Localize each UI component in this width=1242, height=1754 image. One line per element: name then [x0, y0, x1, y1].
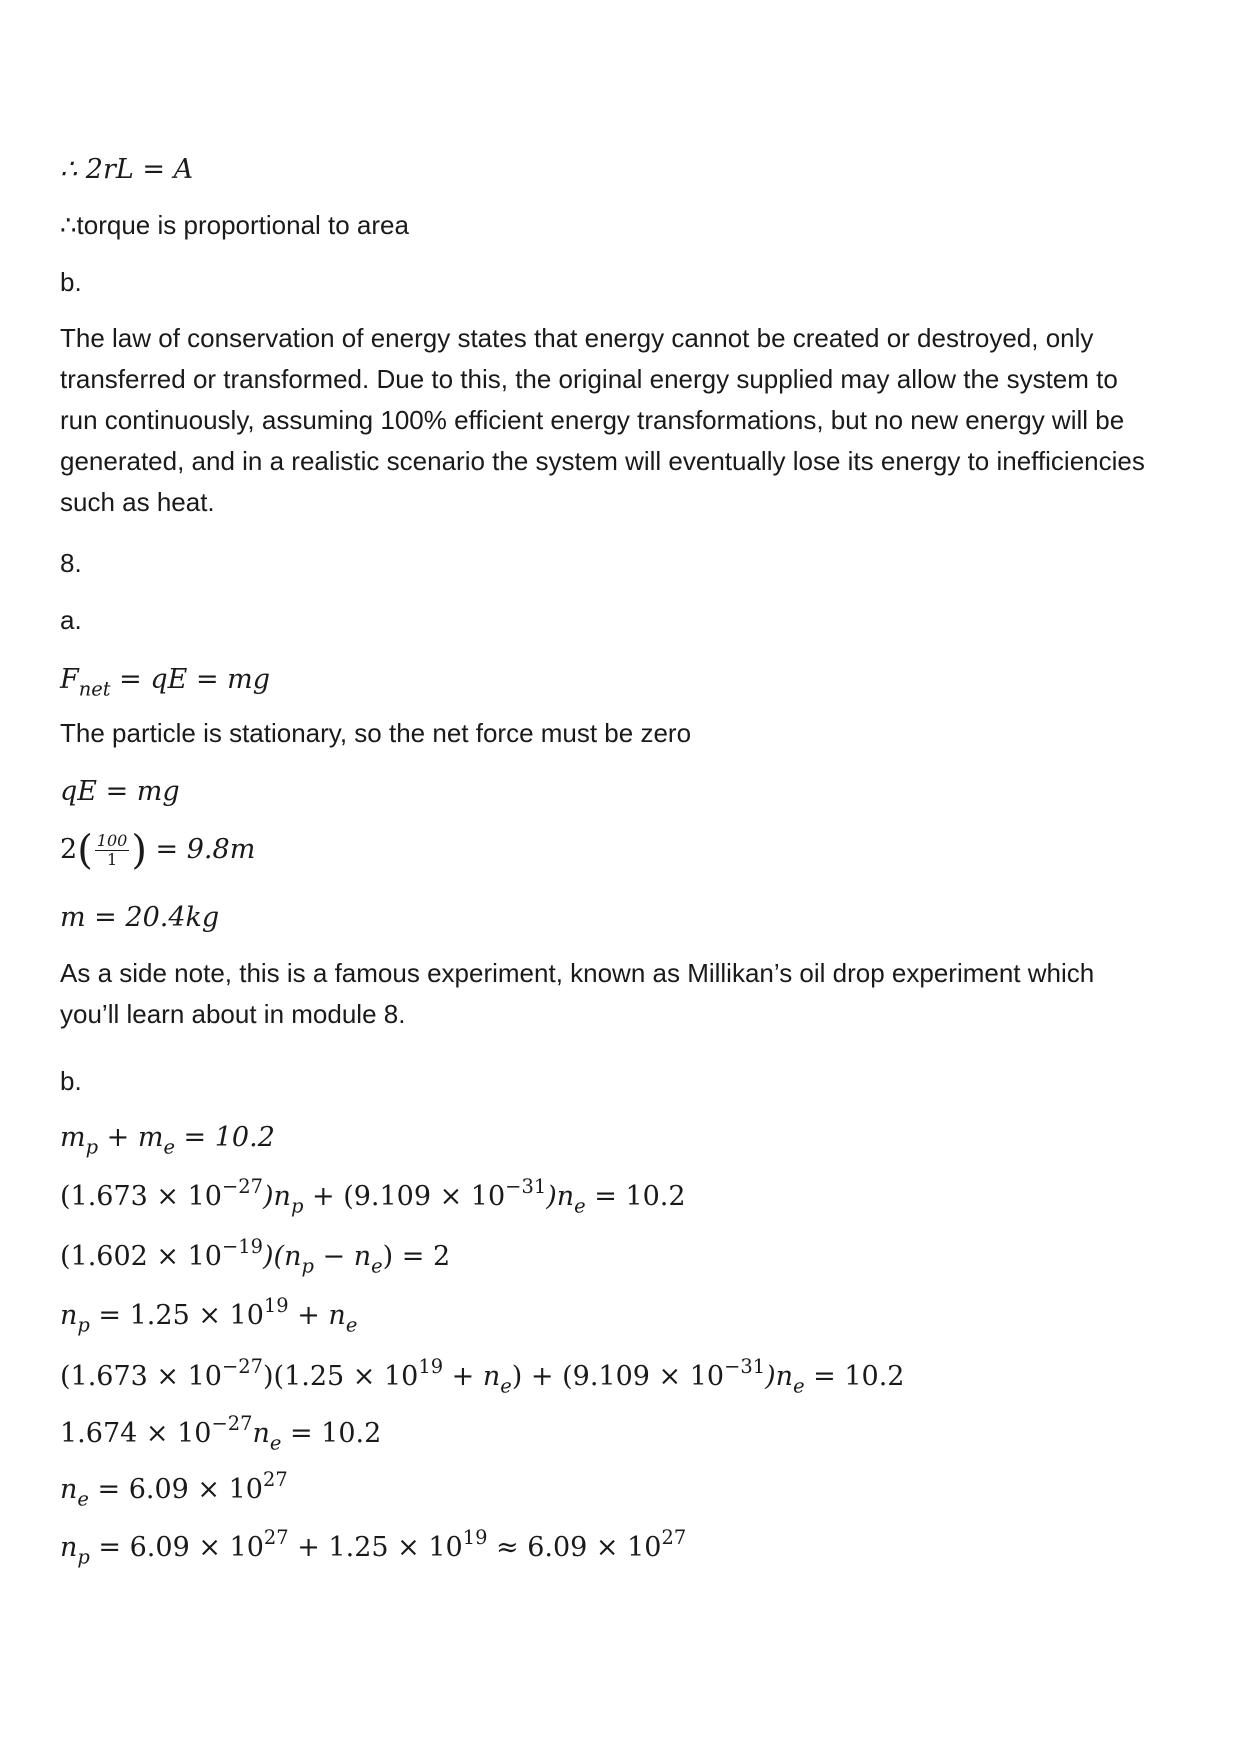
eq5-sup-b: 19	[418, 1354, 444, 1378]
eq1-part-c: = 10.2	[174, 1122, 275, 1153]
torque-conclusion: ∴torque is proportional to area	[60, 210, 409, 240]
eq3-part-d: ) = 2	[382, 1241, 451, 1272]
equation-np	[60, 1293, 358, 1337]
eq3-part-b: )(n	[263, 1241, 302, 1272]
eq5-part-f: = 10.2	[804, 1361, 905, 1392]
part-b-label-2: b.	[60, 1066, 82, 1096]
stationary-statement: The particle is stationary, so the net force must be zero	[60, 718, 692, 748]
eq8-sup-b: 27	[263, 1525, 289, 1549]
eq2-sub-b: p	[290, 1194, 304, 1218]
equation-fraction	[60, 827, 256, 874]
conservation-paragraph: The law of conservation of energy states that energy cannot be created or destroyed, only transferred or transformed. Due to this, the original energy supplied may allow the system to run continuously, assuming 100% efficient energy transformations, but no new energy will be generated, and in a realistic scenario the system will eventually lose its energy to inefficiencies such as heat.	[60, 323, 1145, 517]
eq2-sub-d: e	[574, 1194, 586, 1218]
eq4-sup-b: 19	[263, 1293, 289, 1317]
equation-ne-result	[60, 1467, 288, 1511]
fnet-subscript: net	[78, 677, 111, 701]
eq2-part-a: (1.673 × 10	[60, 1181, 222, 1212]
eq5-sub-c: e	[500, 1374, 512, 1398]
equation-substituted	[60, 1354, 905, 1398]
eq1-part-b: + m	[98, 1122, 164, 1153]
eq2-sup-a: −27	[221, 1174, 264, 1198]
part-b-label: b.	[60, 267, 82, 297]
eq3-sub-b: p	[301, 1254, 314, 1278]
eq6-part-c: = 10.2	[281, 1418, 382, 1449]
eq5-part-e: )n	[765, 1361, 794, 1392]
eq5-part-c: + n	[443, 1361, 501, 1392]
eq3-sub-c: e	[371, 1254, 383, 1278]
eq6-part-a: 1.674 × 10	[60, 1418, 212, 1449]
eq8-part-c: + 1.25 × 10	[288, 1532, 463, 1563]
eq1-part-a: m	[60, 1122, 86, 1153]
fraction	[95, 832, 130, 869]
equation-ne-coefficient	[60, 1411, 382, 1455]
eq8-part-a: n	[60, 1532, 78, 1563]
equation-qe-mg: qE = mg	[60, 776, 180, 807]
eq1-sub-a: p	[85, 1135, 99, 1159]
eq7-part-a: n	[60, 1474, 78, 1505]
equation-area-relation: ∴ 2rL = A	[60, 154, 194, 185]
eq8-part-d: ≈ 6.09 × 10	[487, 1532, 662, 1563]
eq6-sub-b: e	[269, 1431, 282, 1455]
eq2-sup-c: −31	[505, 1174, 547, 1198]
equation-mass-expanded	[60, 1174, 686, 1218]
eq7-part-b: = 6.09 × 10	[88, 1474, 263, 1505]
eq4-part-b: = 1.25 × 10	[89, 1300, 264, 1331]
eq2-part-d: )n	[546, 1181, 575, 1212]
eq5-sup-a: −27	[221, 1354, 264, 1378]
eq4-sub-a: p	[77, 1313, 90, 1337]
equation-mass-sum	[60, 1118, 275, 1158]
eq7-sub-a: e	[77, 1487, 89, 1511]
eq3-part-a: (1.602 × 10	[60, 1241, 222, 1272]
fraction-prefix: 2	[60, 834, 78, 865]
eq4-part-c: + n	[288, 1300, 346, 1331]
eq1-sub-b: e	[163, 1135, 175, 1159]
fnet-symbol: F	[60, 664, 79, 695]
eq5-sup-d: −31	[724, 1354, 766, 1378]
eq5-part-b: )(1.25 × 10	[263, 1361, 419, 1392]
eq4-part-a: n	[60, 1300, 78, 1331]
equation-mass: m = 20.4kg	[60, 902, 220, 933]
part-a-label: a.	[60, 605, 82, 635]
eq6-sup-a: −27	[211, 1411, 253, 1435]
eq8-sup-d: 27	[661, 1525, 687, 1549]
left-paren: (	[77, 827, 93, 874]
eq8-sup-c: 19	[462, 1525, 488, 1549]
fraction-denominator: 1	[106, 850, 118, 869]
eq5-part-a: (1.673 × 10	[60, 1361, 222, 1392]
millikan-note: As a side note, this is a famous experiment, known as Millikan’s oil drop experiment which you’ll learn about in module 8.	[60, 958, 1095, 1029]
fraction-numerator: 100	[96, 831, 128, 850]
eq5-sub-e: e	[793, 1374, 805, 1398]
fraction-result: = 9.8m	[155, 834, 256, 865]
question-8-label: 8.	[60, 548, 82, 578]
equation-np-result	[60, 1525, 687, 1569]
eq2-part-e: = 10.2	[585, 1181, 686, 1212]
eq5-part-d: ) + (9.109 × 10	[511, 1361, 725, 1392]
eq2-part-b: )n	[263, 1181, 291, 1212]
eq6-part-b: n	[252, 1418, 270, 1449]
right-paren: )	[131, 827, 147, 874]
eq3-part-c: − n	[313, 1241, 372, 1272]
equation-fnet	[60, 660, 270, 700]
eq3-sup-a: −19	[221, 1234, 264, 1258]
eq2-part-c: + (9.109 × 10	[303, 1181, 506, 1212]
fnet-rest: = qE = mg	[110, 664, 271, 695]
eq8-sub-a: p	[77, 1545, 90, 1569]
eq4-sub-c: e	[345, 1313, 358, 1337]
eq7-sup-b: 27	[262, 1467, 288, 1491]
equation-charge	[60, 1234, 451, 1278]
eq8-part-b: = 6.09 × 10	[89, 1532, 264, 1563]
